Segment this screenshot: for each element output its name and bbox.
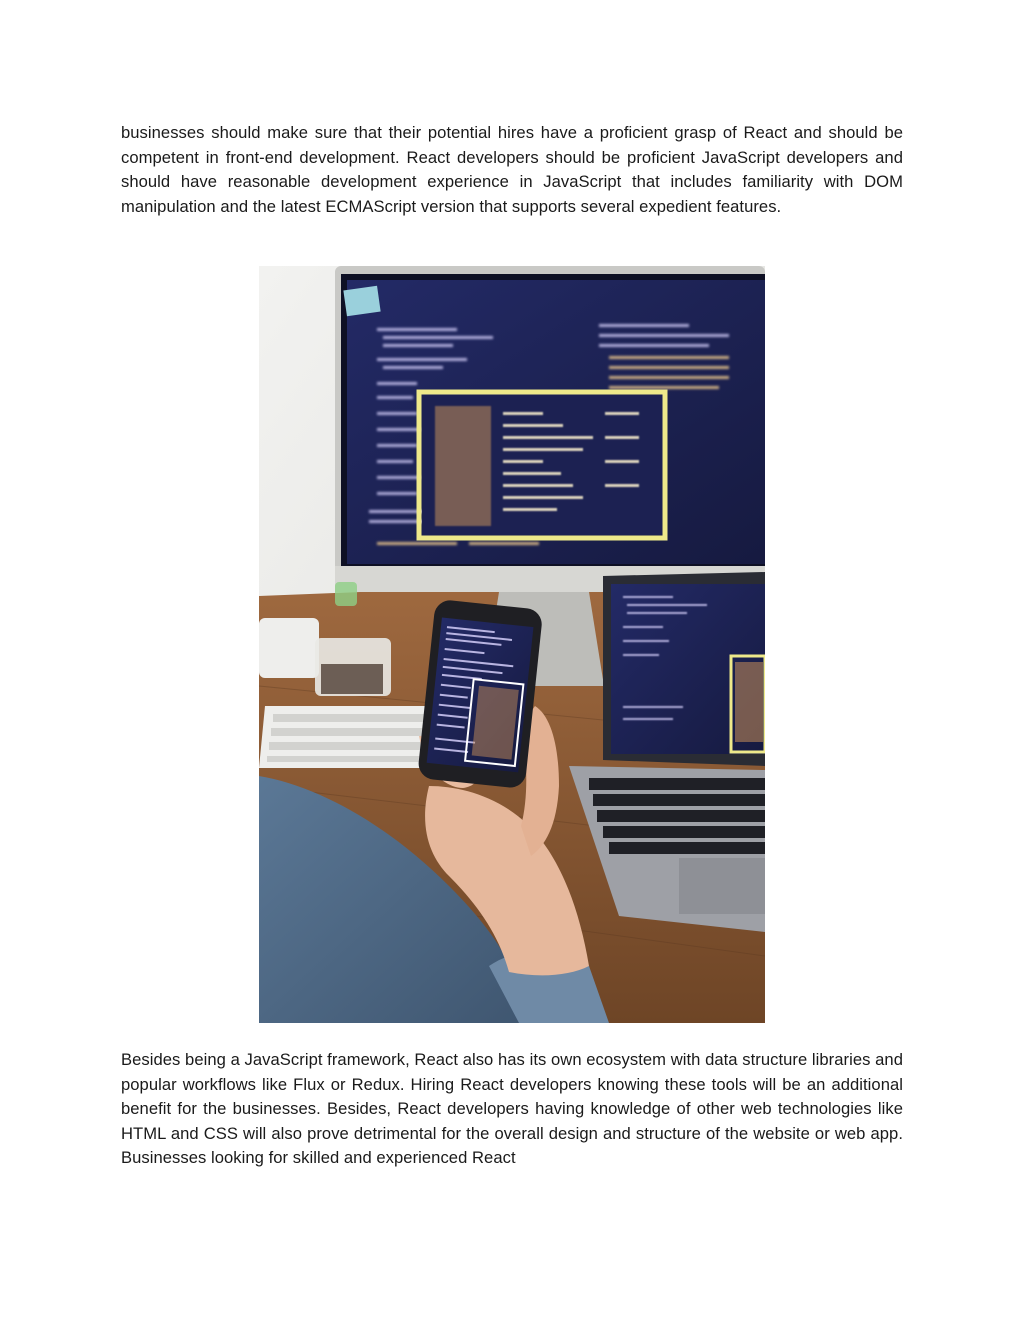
paragraph-2: Besides being a JavaScript framework, React also has its own ecosystem with data structure libraries and popular workflows like Flux or Redux. Hiring React developers knowing these tools will be an additional benefit for the businesses. Besides, React developers having knowledge of other web technologies like HTML and CSS will also prove detrimental for the overall design and structure of the website or web app. Businesses looking for skilled and experienced React (121, 1050, 903, 1168)
photo-developer-devices (259, 266, 765, 1023)
paragraph-1: businesses should make sure that their potential hires have a proficient grasp of React and should be competent in front-end development. React developers should be proficient JavaScript developers and should have reasonable development experience in JavaScript that includes familiarity with DOM manipulation and the latest ECMAScript version that supports several expedient features. (121, 123, 903, 216)
